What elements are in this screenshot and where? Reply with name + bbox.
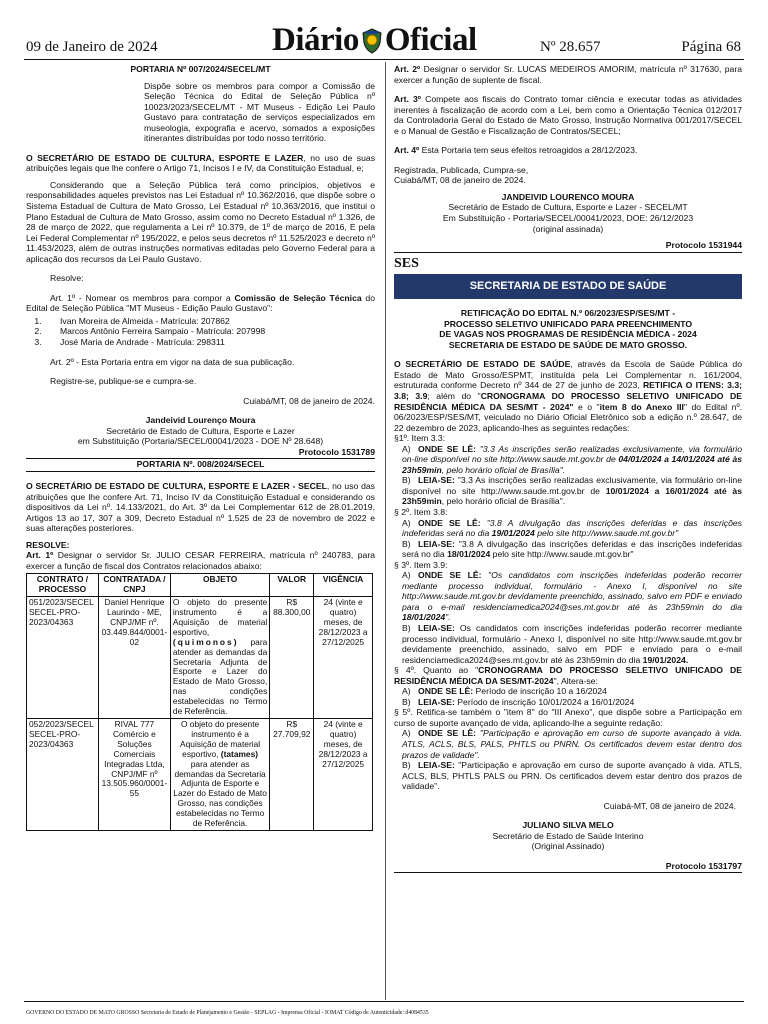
footer-credits: GOVERNO DO ESTADO DE MATO GROSSO Secretaria de Estado de Planejamento e Gestão - SEPLAG - Imprensa Oficial - IOMAT Código de Autenticidade: d4084535 (26, 1010, 429, 1016)
title-left: Diário (272, 22, 359, 58)
portaria-007-protocol: Protocolo 1531789 (26, 447, 375, 460)
retificacao-place-date: Cuiabá-MT, 08 de janeiro de 2024. (603, 800, 736, 811)
portaria-008-art3: Art. 3º Compete aos fiscais do Contrato tomar ciência e executar todas as atividades inerentes à fiscalização de acordo com a Lei, bem como a Orientação Técnica 012/2017 da Controladoria Geral do Estado de Mato Grosso, Instrução Normativa 001/2017/SECEL e o Manual de Gestão e Fiscalização de Contratos/SECEL; (394, 94, 742, 136)
edition-number: Nº 28.657 (540, 39, 601, 55)
portaria-007-resolve: Resolve: (50, 273, 84, 284)
title-right: Oficial (384, 22, 477, 58)
column-header: OBJETO (170, 574, 269, 597)
section-2-heading: § 2º. Item 3.8: (394, 506, 448, 517)
section-3-b: B) LEIA-SE: Os candidatos com inscrições indeferidas poderão recorrer mediante processo individual, formulário - Anexo I, disponível no site http://www.saude.mt.gov.br devidamente preenchido, assinado, salvo em PDF e enviado para o e-mail residenciamedica2024@ses.mt.gov.br até às 23h59min do dia 19/01/2024. (402, 623, 742, 665)
column-header: CONTRATO / PROCESSO (27, 574, 99, 597)
retificacao-signer-name: JULIANO SILVA MELO (522, 820, 614, 831)
page-number: Página 68 (681, 39, 741, 55)
portaria-008-signer-name: JANDEIVID LOURENCO MOURA (501, 191, 635, 202)
portaria-007-considerando: Considerando que a Seleção Pública terá como princípios, objetivos e responsabilidades aqueles previstos nas Lei Estadual nº 10.362/2016, que dispõe sobre o Sistema Estadual de Cultura de Mato Grosso, Lei Estadual nº 10.363/2016, que institui o Plano Estadual de Cultura de Mato Grosso, assim como no Decreto Estadual nº 1.326, de 28 de março de 2022, que regulamenta a Lei nº 10.379, de 1º de março de 2016, E pela Lei Federal Complementar nº 195/2022, e pelos seus decretos nº 11.525/2023 e decreto nº 11.453/2023, além de outras instruções normativas editadas pelo Governo Federal para a aplicação dos recursos da Lei Paulo Gustavo. (26, 179, 375, 264)
section-5-heading: § 5º. Retifica-se também o "item 8" do "III Anexo", que dispõe sobre a Participação em curso de suporte avançado de vida, aplicando-lhe a seguinte redação: (394, 707, 742, 728)
portaria-007-signer-role: Secretário de Estado de Cultura, Esporte e Lazer (106, 425, 295, 436)
portaria-008-art2: Art. 2º Designar o servidor Sr. LUCAS MEDEIROS AMORIM, matrícula nº 317630, para exercer a função de suplente de fiscal. (394, 64, 743, 85)
portaria-008-intro: O SECRETÁRIO DE ESTADO DE CULTURA, ESPORTE E LAZER - SECEL, no uso das atribuições que lhe confere Art. 71, Inciso IV da Constituição Estadual e considerando os dispositivos da Lei nº. 14.133/2021, do Art. 3º da Lei Complementar 612 de 28.01.2019, Artigos 13 ao 17, 307 a 309, Decreto Estadual nº 1.525 de 23 de novembro de 2022 e suas alterações posteriores. (26, 480, 375, 534)
term-cell: 24 (vinte e quatro) meses, de 28/12/2023 a 27/12/2025 (314, 719, 373, 831)
section-3-a: A) ONDE SE LÊ: "Os candidatos com inscrições indeferidas poderão recorrer mediante processo individual, formulário - Anexo I, disponível no site http://www.saude.mt.gov.br devidamente preenchido, assinado, salvo em PDF e enviado para o e-mail residenciamedica2024@ses.mt.gov.br até às 23h59min do dia 18/01/2024". (402, 570, 742, 623)
retificacao-protocol: Protocolo 1531797 (394, 861, 742, 874)
portaria-008-signer-note: (original assinada) (532, 223, 604, 234)
portaria-008-signer-sub: Em Substituição - Portaria/SECEL/00041/2023, DOE: 26/12/2023 (442, 213, 694, 224)
retificacao-title: RETIFICAÇÃO DO EDITAL N.º 06/2023/ESP/SES/MT - PROCESSO SELETIVO UNIFICADO PARA PREENCHIMENTO DE VAGAS NOS PROGRAMAS DE RESIDÊNCIA MÉDICA - 2024 SECRETARIA DE ESTADO DE SAÚDE DE MATO GROSSO. (439, 308, 697, 350)
portaria-007-place-date: Cuiabá/MT, 08 de janeiro de 2024. (243, 395, 375, 406)
value-cell: R$ 88.300,00 (270, 597, 314, 719)
retificacao-intro: O SECRETÁRIO DE ESTADO DE SAÚDE, através da Escola de Saúde Pública do Estado de Mato Grosso/ESPMT, instituída pela Lei Complementar n. 161/2004, estruturada conforme Decreto nº 344 de 27 de junho de 2023, RETIFICA O ITENS: 3.3; 3.8; 3.9; além do "CRONOGRAMA DO PROCESSO SELETIVO UNIFICADO DE RESIDÊNCIA MÉDICA DA SES/MT - 2024" e o "item 8 do Anexo III" do Edital nº. 06/2023/ESP/SES/MT, veiculado no Diário Oficial Eletrônico sob a edição n.º 28.647, de 22 dezembro de 2023, aplicando-lhes as seguintes redações: (394, 359, 743, 433)
edition-date: 09 de Janeiro de 2024 (26, 39, 158, 55)
masthead-rule (24, 59, 744, 60)
object-cell: O objeto do presente instrumento é a Aquisição de material esportivo, (quimonos) para atender as demandas da Secretaria Adjunta de Esporte e Lazer do Estado de Mato Grosso, nas condições estabelecidas no Termo de Referência. (170, 597, 269, 719)
section-5-b: B) LEIA-SE: "Participação e aprovação em curso de suporte avançado à vida. ATLS, ACLS, BLS, PHTLS PALS ou PRN. Os certificados devem estar dentro dos prazos de validade". (402, 760, 742, 792)
portaria-007-title: PORTARIA Nº 007/2024/SECEL/MT (130, 64, 271, 74)
portaria-008-resolve: RESOLVE: (26, 539, 70, 550)
portaria-007-ementa: Dispõe sobre os membros para compor a Comissão de Seleção Técnica do Edital de Seleção Pública nº 10023/2023/SECEL/MT - MT Museus - Edição Lei Paulo Gustavo para contratação de serviços especializados em museologia, expografia e acervo, somados a exposições itinerantes distribuídas por todo nosso território. (144, 80, 375, 144)
masthead (0, 0, 768, 62)
section-1-b: B) LEIA-SE: "3.3 As inscrições serão realizadas exclusivamente, via formulário on-line disponível no site http://www.saude.mt.gov.br de 10/01/2024 a 16/01/2024 até às 23h59min, pelo horário oficial de Brasília". (402, 475, 742, 507)
portaria-007-art2: Art. 2º - Esta Portaria entra em vigor na data de sua publicação. (50, 356, 295, 367)
right-column (394, 64, 742, 873)
table-row (27, 719, 373, 831)
section-4-b: B) LEIA-SE: Período de inscrição 10/01/2024 a 16/01/2024 (402, 696, 635, 707)
portaria-008-title: PORTARIA Nº. 008/2024/SECEL (26, 459, 375, 472)
state-crest-icon (361, 28, 383, 54)
footer-rule (24, 1001, 744, 1002)
table-row (27, 597, 373, 719)
section-4-heading: § 4º. Quanto ao "CRONOGRAMA DO PROCESSO SELETIVO UNIFICADO DE RESIDÊNCIA MÉDICA DA SES/MT-2024", Altera-se: (394, 665, 742, 686)
portaria-008-place-date: Cuiabá/MT, 08 de janeiro de 2024. (394, 175, 526, 186)
section-3-heading: § 3º. Item 3.9: (394, 559, 448, 570)
members-list (26, 316, 375, 348)
term-cell: 24 (vinte e quatro) meses, de 28/12/2023 a 27/12/2025 (314, 597, 373, 719)
table-header-row (27, 574, 373, 597)
retificacao-signer-note: (Original Assinado) (531, 841, 605, 852)
contract-cell: 052/2023/SECEL SECEL-PRO-2023/04363 (27, 719, 99, 831)
portaria-008-protocol: Protocolo 1531944 (394, 240, 742, 253)
portaria-007-signer-name: Jandeivid Lourenço Moura (145, 415, 256, 426)
member-item: 3. José Maria de Andrade - Matrícula: 298311 (44, 337, 375, 348)
column-header: CONTRATADA / CNPJ (98, 574, 170, 597)
member-item: 1. Ivan Moreira de Almeida - Matrícula: 207862 (44, 316, 375, 327)
contract-cell: 051/2023/SECEL SECEL-PRO-2023/04363 (27, 597, 99, 719)
member-item: 2. Marcos Antônio Ferreira Sampaio - Matrícula: 207998 (44, 326, 375, 337)
portaria-007-intro: O SECRETÁRIO DE ESTADO DE CULTURA, ESPORTE E LAZER, no uso de suas atribuições legais que lhe confere o Artigo 71, Incisos I e IV, da Constituição Estadual, e; (26, 152, 376, 174)
section-5-a: A) ONDE SE LÊ: "Participação e aprovação em curso de suporte avançado à vida. ATLS, ACLS, BLS, PALS, PHTLS ou PNRN. Os certificados devem estar dentro dos prazos de validade". (402, 728, 742, 760)
column-header: VALOR (270, 574, 314, 597)
portaria-008-art4: Art. 4º Esta Portaria tem seus efeitos retroagidos a 28/12/2023. (394, 145, 638, 156)
value-cell: R$ 27.709,92 (270, 719, 314, 831)
portaria-008-art1: Art. 1º Designar o servidor Sr. JULIO CESAR FERREIRA, matrícula nº 240783, para exercer a função de fiscal dos Contratos relacionados abaixo: (26, 550, 375, 571)
column-header: VIGÊNCIA (314, 574, 373, 597)
section-4-a: A) ONDE SE LÊ: Período de inscrição 10 a 16/2024 (402, 686, 607, 697)
object-cell: O objeto do presente instrumento é a Aquisição de material esportivo, (tatames) para atender as demandas da Secretaria Adjunta de Esporte e Lazer do Estado de Mato Grosso, nas condições estabelecidas no Termo de Referência. (170, 719, 269, 831)
portaria-007-signer-sub: em Substituição (Portaria/SECEL/00041/2023 - DOE Nº 28.648) (77, 436, 324, 447)
portaria-008-signer-role: Secretário de Estado de Cultura, Esporte e Lazer - SECEL/MT (448, 202, 688, 213)
section-2-a: A) ONDE SE LÊ: "3.8 A divulgação das inscrições deferidas e das inscrições indeferidas será no dia 19/01/2024 pelo site http://www.saude.mt.gov.br" (402, 517, 742, 539)
portaria-008-registrada: Registrada, Publicada, Cumpra-se, (394, 164, 529, 175)
ses-section-label: SES (394, 255, 419, 271)
ses-section-banner: SECRETARIA DE ESTADO DE SAÚDE (394, 274, 742, 299)
section-1-a: A) ONDE SE LÊ: "3.3 As inscrições serão realizadas exclusivamente, via formulário on-line disponível no site http://www.saude.mt.gov.br de 04/01/2024 a 14/01/2024 até às 23h59min, pelo horário oficial de Brasília". (402, 443, 742, 475)
section-1-heading: §1º. Item 3.3: (394, 433, 446, 444)
contracts-table (26, 573, 373, 831)
column-divider (385, 62, 386, 1000)
retificacao-signer-role: Secretário de Estado de Saúde Interino (492, 830, 644, 841)
portaria-007-art1: Art. 1º - Nomear os membros para compor a Comissão de Seleção Técnica do Edital de Seleção Pública "MT Museus - Edição Paulo Gustavo": (26, 292, 376, 314)
contractor-cell: RIVAL 777 Comércio e Soluções Comerciais Integradas Ltda, CNPJ/MF nº 13.505.960/0001-55 (98, 719, 170, 831)
section-2-b: B) LEIA-SE: "3.8 A divulgação das inscrições deferidas e das inscrições indeferidas será no dia 18/01/2024 pelo site http://www.saude.mt.gov.br" (402, 538, 742, 560)
portaria-007-registre: Registre-se, publique-se e cumpra-se. (50, 376, 197, 387)
contractor-cell: Daniel Henrique Laurindo - ME, CNPJ/MF nº. 03.449.844/0001-02 (98, 597, 170, 719)
newspaper-title (272, 22, 477, 59)
left-column (26, 64, 375, 831)
